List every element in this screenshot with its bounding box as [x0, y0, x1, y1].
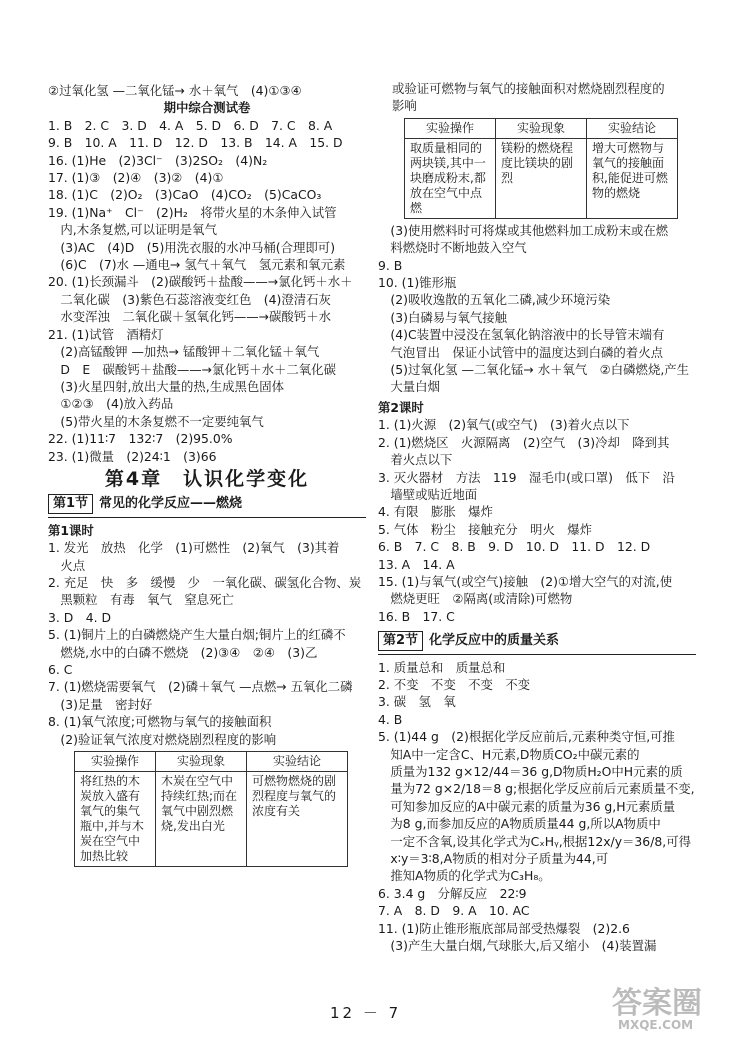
page-number: 12 － 7	[330, 1004, 402, 1022]
answers-after-table	[378, 222, 696, 396]
answer-line: (3)火星四射,放出大量的热,生成黑色固体	[48, 378, 285, 394]
lesson2-answers	[378, 416, 696, 625]
answer-line: 影响	[392, 98, 417, 114]
table-cell: 取质量相同的两块镁,其中一块磨成粉末,都放在空气中点燃	[405, 138, 496, 218]
answer-line: 2. 充足 快 多 缓慢 少 一氧化碳、碳氢化合物、炭	[48, 574, 362, 590]
table-header: 实验操作	[405, 118, 496, 138]
experiment-table	[74, 751, 348, 867]
answer-line: (5)带火星的木条复燃不一定要纯氧气	[48, 413, 264, 429]
answer-line: 大量白烟	[378, 379, 440, 395]
table-cell: 镁粉的燃烧程度比镁块的剧烈	[496, 138, 587, 218]
answer-line: 8. (1)氧气浓度;可燃物与氧气的接触面积	[48, 714, 272, 730]
answer-line: 知A中一定含C、H元素,D物质CO₂中碳元素的	[378, 746, 640, 762]
section-heading	[48, 494, 366, 517]
answer-line: 15. (1)与氧气(或空气)接触 (2)①增大空气的对流,使	[378, 573, 673, 589]
answer-line: 18. (1)C (2)O₂ (3)CaO (4)CO₂ (5)CaCO₃	[48, 187, 322, 203]
table-cell: 木炭在空气中持续红热;而在氧气中剧烈燃烧,发出白光	[156, 772, 247, 867]
answer-line: 气泡冒出 保证小试管中的温度达到白磷的着火点	[378, 344, 663, 360]
answer-line: (3)使用燃料时可将煤或其他燃料加工成粉末或在燃	[378, 222, 669, 238]
answer-line: 1. 发光 放热 化学 (1)可燃性 (2)氧气 (3)其着	[48, 540, 340, 556]
table-header: 实验现象	[496, 118, 587, 138]
answer-line: 4. 有限 膨胀 爆炸	[378, 504, 493, 520]
section-title: 常见的化学反应——燃烧	[99, 496, 243, 512]
answer-line: 燃烧,水中的白磷不燃烧 (2)③④ ②④ (3)乙	[48, 644, 318, 660]
table-header: 实验结论	[587, 118, 678, 138]
section-badge: 第2节	[378, 631, 423, 650]
midterm-title: 期中综合测试卷	[163, 100, 251, 116]
answer-line: 或验证可燃物与氧气的接触面积对燃烧剧烈程度的	[392, 81, 665, 96]
answer-line: 20. (1)长颈漏斗 (2)碳酸钙＋盐酸——→氯化钙＋水＋	[48, 274, 353, 290]
answer-line: 量为72 g×2/18＝8 g;根据化学反应前后元素质量不变,	[378, 781, 695, 797]
answer-line: 3. 碳 氢 氧	[378, 694, 456, 710]
answer-line: 二氧化碳 (3)紫色石蕊溶液变红色 (4)澄清石灰	[48, 291, 331, 307]
answer-line: 17. (1)③ (2)④ (3)② (4)①	[48, 170, 224, 186]
answer-line: 料燃烧时不断地鼓入空气	[378, 240, 527, 256]
answer-line: 7. (1)燃烧需要氧气 (2)磷＋氧气 —点燃→ 五氧化二磷	[48, 679, 353, 695]
table-header: 实验现象	[156, 752, 247, 772]
answer-line: 6. C	[48, 662, 73, 677]
answer-line: D E 碳酸钙＋盐酸——→氯化钙＋水＋二氧化碳	[48, 361, 336, 377]
answer-line: 一定不含氧,设其化学式为CₓHᵧ,根据12x/y＝36/8,可得	[378, 833, 691, 849]
lesson-heading: 第2课时	[378, 399, 424, 415]
answer-line: 16. (1)He (2)3Cl⁻ (3)2SO₂ (4)N₂	[48, 152, 268, 168]
answer-line: 5. (1)44 g (2)根据化学反应前后,元素种类守恒,可推	[378, 729, 675, 745]
lesson1-answers	[48, 539, 366, 748]
right-column	[378, 80, 696, 954]
table-header: 实验操作	[75, 752, 156, 772]
answer-line: 21. (1)试管 酒精灯	[48, 326, 164, 342]
answer-line: 质量为132 g×12/44＝36 g,D物质H₂O中H元素的质	[378, 764, 683, 779]
experiment-table	[404, 118, 678, 219]
table-cell: 将红热的木炭放入盛有氧气的集气瓶中,并与木炭在空气中加热比较	[75, 772, 156, 867]
answer-line: 11. (1)防止锥形瓶底部局部受热爆裂 (2)2.6	[378, 920, 630, 936]
answer-line: 1. 质量总和 质量总和	[378, 659, 506, 675]
answer-line: (3)AC (4)D (5)用洗衣服的水冲马桶(合理即可)	[48, 239, 336, 255]
answer-line: 火点	[48, 557, 86, 573]
answer-line: 13. A 14. A	[378, 556, 455, 572]
answer-line: 22. (1)11∶7 132∶7 (2)95.0%	[48, 431, 233, 447]
answer-line: 6. 3.4 g 分解反应 22∶9	[378, 885, 527, 901]
answer-line: 19. (1)Na⁺ Cl⁻ (2)H₂ 将带火星的木条伸入试管	[48, 204, 337, 220]
answer-line: 5. 气体 粉尘 接触充分 明火 爆炸	[378, 521, 593, 537]
answer-line: (3)白磷易与氧气接触	[378, 309, 508, 325]
answer-line: 4. B	[378, 711, 403, 727]
answer-line: x∶y＝3∶8,A物质的相对分子质量为44,可	[378, 851, 609, 867]
answer-line: 墙壁或贴近地面	[378, 486, 478, 502]
answer-line: 2. 不变 不变 不变 不变	[378, 676, 531, 692]
watermark-logo: 答案圈	[612, 986, 702, 1021]
watermark-url: MXQE.COM	[618, 1018, 694, 1032]
answer-line: 推知A物质的化学式为C₃H₈。	[378, 868, 551, 884]
answer-line: 23. (1)微量 (2)24∶1 (3)66	[48, 448, 217, 464]
answer-line: (3)足量 密封好	[48, 696, 153, 712]
section-badge: 第1节	[48, 494, 93, 513]
answer-line: (2)吸收逸散的五氧化二磷,减少环境污染	[378, 292, 611, 308]
answer-line: 6. B 7. C 8. B 9. D 10. D 11. D 12. D	[378, 539, 651, 555]
answer-line: 9. B 10. A 11. D 12. D 13. B 14. A 15. D	[48, 135, 343, 151]
answer-line: (4)C装置中浸没在氢氧化钠溶液中的长导管末端有	[378, 327, 665, 343]
answer-line: 7. A 8. D 9. A 10. AC	[378, 903, 530, 919]
table-cell: 增大可燃物与氧气的接触面积,能促进可燃物的燃烧	[587, 138, 678, 218]
answer-line: 9. B	[378, 257, 403, 273]
answer-line: 黑颗粒 有毒 氧气 窒息死亡	[48, 592, 234, 608]
answer-line: 可知参加反应的A中碳元素的质量为36 g,H元素质量	[378, 798, 676, 814]
answer-line: 水变浑浊 二氧化碳＋氢氧化钙——→碳酸钙＋水	[48, 309, 331, 325]
midterm-answers	[48, 117, 366, 465]
table-header: 实验结论	[247, 752, 348, 772]
answer-line: ①②③ (4)放入药品	[48, 396, 174, 412]
answer-line: (3)产生大量白烟,气球胀大,后又缩小 (4)装置漏	[378, 938, 657, 954]
answer-line: 5. (1)铜片上的白磷燃烧产生大量白烟;铜片上的红磷不	[48, 627, 346, 643]
answer-line: 10. (1)锥形瓶	[378, 275, 457, 291]
answer-line: 内,木条复燃,可以证明是氧气	[48, 222, 217, 238]
answer-line: 燃烧更旺 ②隔离(或清除)可燃物	[378, 591, 573, 607]
section-title: 化学反应中的质量关系	[429, 633, 560, 649]
answer-line: (5)过氧化氢 —二氧化锰→ 水＋氧气 ②白磷燃烧,产生	[378, 362, 690, 378]
answer-line: (2)验证氧气浓度对燃烧剧烈程度的影响	[48, 731, 277, 747]
answer-line: 16. B 17. C	[378, 608, 455, 624]
answer-line: 为8 g,而参加反应的A物质质量44 g,所以A物质中	[378, 816, 661, 832]
section2-answers	[378, 659, 696, 955]
section-heading	[378, 631, 696, 654]
lesson-heading: 第1课时	[48, 522, 94, 538]
answer-line: 2. (1)燃烧区 火源隔离 (2)空气 (3)冷却 降到其	[378, 434, 670, 450]
answer-line: 3. D 4. D	[48, 609, 111, 625]
answer-line: (6)C (7)水 —通电→ 氢气＋氧气 氢元素和氧元素	[48, 257, 346, 273]
answer-line: 着火点以下	[378, 452, 453, 468]
answer-line: 3. 灭火器材 方法 119 湿毛巾(或口罩) 低下 沿	[378, 469, 675, 485]
answer-line: 1. B 2. C 3. D 4. A 5. D 6. D 7. C 8. A	[48, 117, 333, 133]
answer-line: 1. (1)火源 (2)氧气(或空气) (3)着火点以下	[378, 417, 630, 433]
left-column	[48, 82, 366, 870]
answer-line: (2)高锰酸钾 —加热→ 锰酸钾＋二氧化锰＋氧气	[48, 344, 320, 360]
chapter-title: 第4章 认识化学变化	[104, 467, 310, 490]
answer-line: ②过氧化氢 —二氧化锰→ 水＋氧气 (4)①③④	[48, 83, 302, 98]
table-cell: 可燃物燃烧的剧烈程度与氧气的浓度有关	[247, 772, 348, 867]
